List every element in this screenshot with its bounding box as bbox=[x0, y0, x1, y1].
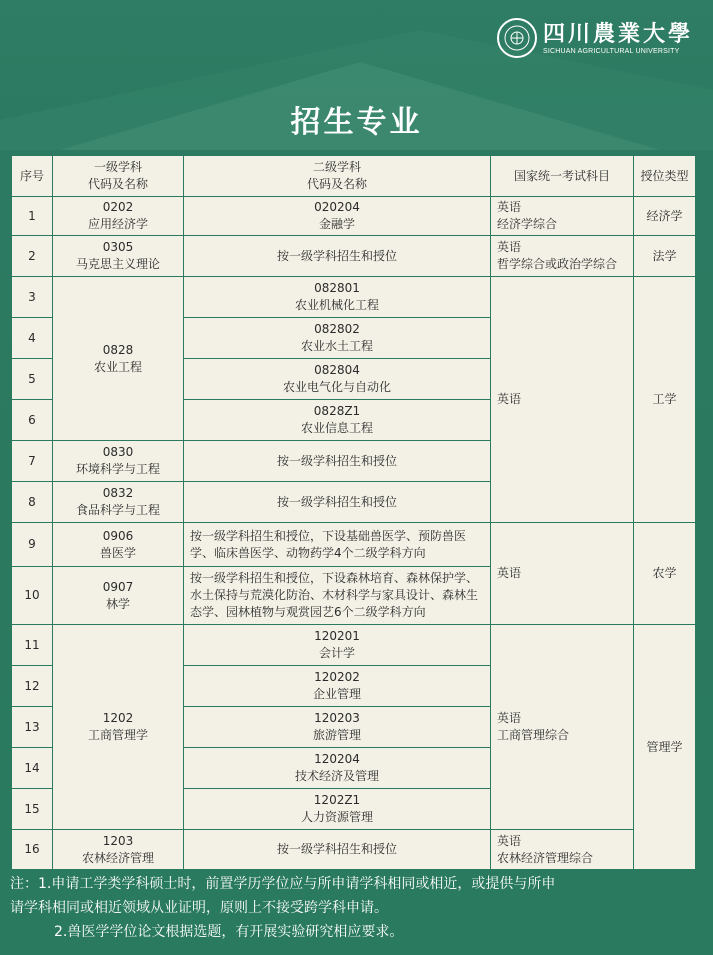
header-seq: 序号 bbox=[12, 156, 53, 197]
seq-cell: 5 bbox=[12, 359, 53, 400]
first-discipline-cell: 0830 环境科学与工程 bbox=[53, 441, 184, 482]
enrollment-majors-table bbox=[11, 155, 696, 870]
exam-subjects-cell: 英语 bbox=[491, 523, 634, 625]
seq-cell: 11 bbox=[12, 625, 53, 666]
second-discipline-cell: 020204 金融学 bbox=[184, 197, 491, 236]
seq-cell: 10 bbox=[12, 567, 53, 625]
second-discipline-cell: 按一级学科招生和授位，下设基础兽医学、预防兽医 学、临床兽医学、动物药学4个二级学科方向 bbox=[184, 523, 491, 567]
note-line-3: 2.兽医学学位论文根据选题，有开展实验研究相应要求。 bbox=[54, 924, 404, 940]
first-discipline-cell: 0832 食品科学与工程 bbox=[53, 482, 184, 523]
table-row bbox=[12, 523, 696, 567]
table-row bbox=[12, 625, 696, 666]
university-seal-icon bbox=[497, 18, 537, 58]
exam-subjects-cell: 英语 bbox=[491, 277, 634, 523]
page-title: 招生专业 bbox=[290, 105, 423, 140]
seq-cell: 16 bbox=[12, 830, 53, 870]
second-discipline-cell: 082804 农业电气化与自动化 bbox=[184, 359, 491, 400]
first-discipline-cell: 0305 马克思主义理论 bbox=[53, 236, 184, 277]
header-exam-subjects: 国家统一考试科目 bbox=[491, 156, 634, 197]
second-discipline-cell: 120203 旅游管理 bbox=[184, 707, 491, 748]
seq-cell: 1 bbox=[12, 197, 53, 236]
header-degree-type: 授位类型 bbox=[634, 156, 696, 197]
seq-cell: 9 bbox=[12, 523, 53, 567]
second-discipline-cell: 0828Z1 农业信息工程 bbox=[184, 400, 491, 441]
seq-cell: 4 bbox=[12, 318, 53, 359]
seq-cell: 3 bbox=[12, 277, 53, 318]
note-line-1: 注：1.申请工学类学科硕士时，前置学历学位应与所申请学科相同或相近，或提供与所申 bbox=[10, 876, 556, 892]
first-discipline-cell: 1202 工商管理学 bbox=[53, 625, 184, 830]
seq-cell: 12 bbox=[12, 666, 53, 707]
header-first-discipline: 一级学科 代码及名称 bbox=[53, 156, 184, 197]
seq-cell: 6 bbox=[12, 400, 53, 441]
seq-cell: 7 bbox=[12, 441, 53, 482]
table-row bbox=[12, 277, 696, 318]
table-row bbox=[12, 197, 696, 236]
table-header-row bbox=[12, 156, 696, 197]
first-discipline-cell: 0906 兽医学 bbox=[53, 523, 184, 567]
first-discipline-cell: 0202 应用经济学 bbox=[53, 197, 184, 236]
exam-subjects-cell: 英语 经济学综合 bbox=[491, 197, 634, 236]
second-discipline-cell: 082802 农业水土工程 bbox=[184, 318, 491, 359]
table-row bbox=[12, 830, 696, 870]
degree-type-cell: 工学 bbox=[634, 277, 696, 523]
seq-cell: 2 bbox=[12, 236, 53, 277]
first-discipline-cell: 0907 林学 bbox=[53, 567, 184, 625]
university-name-en: SICHUAN AGRICULTURAL UNIVERSITY bbox=[542, 47, 680, 55]
footnotes bbox=[10, 872, 710, 944]
header-second-discipline: 二级学科 代码及名称 bbox=[184, 156, 491, 197]
seq-cell: 15 bbox=[12, 789, 53, 830]
second-discipline-cell: 按一级学科招生和授位 bbox=[184, 830, 491, 870]
second-discipline-cell: 按一级学科招生和授位 bbox=[184, 441, 491, 482]
degree-type-cell: 经济学 bbox=[634, 197, 696, 236]
degree-type-cell: 法学 bbox=[634, 236, 696, 277]
second-discipline-cell: 082801 农业机械化工程 bbox=[184, 277, 491, 318]
note-line-2: 请学科相同或相近领域从业证明，原则上不接受跨学科申请。 bbox=[10, 900, 388, 916]
second-discipline-cell: 按一级学科招生和授位 bbox=[184, 236, 491, 277]
university-logo bbox=[497, 18, 693, 58]
second-discipline-cell: 按一级学科招生和授位，下设森林培育、森林保护学、 水土保持与荒漠化防治、木材科学与家具设计、森林生 态学、园林植物与观赏园艺6个二级学科方向 bbox=[184, 567, 491, 625]
table-row bbox=[12, 236, 696, 277]
second-discipline-cell: 120202 企业管理 bbox=[184, 666, 491, 707]
exam-subjects-cell: 英语 工商管理综合 bbox=[491, 625, 634, 830]
second-discipline-cell: 120204 技术经济及管理 bbox=[184, 748, 491, 789]
seq-cell: 8 bbox=[12, 482, 53, 523]
degree-type-cell: 农学 bbox=[634, 523, 696, 625]
degree-type-cell: 管理学 bbox=[634, 625, 696, 870]
first-discipline-cell: 1203 农林经济管理 bbox=[53, 830, 184, 870]
seq-cell: 14 bbox=[12, 748, 53, 789]
second-discipline-cell: 1202Z1 人力资源管理 bbox=[184, 789, 491, 830]
first-discipline-cell: 0828 农业工程 bbox=[53, 277, 184, 441]
university-name-cn: 四川農業大學 bbox=[542, 20, 693, 47]
seq-cell: 13 bbox=[12, 707, 53, 748]
exam-subjects-cell: 英语 农林经济管理综合 bbox=[491, 830, 634, 870]
exam-subjects-cell: 英语 哲学综合或政治学综合 bbox=[491, 236, 634, 277]
second-discipline-cell: 120201 会计学 bbox=[184, 625, 491, 666]
second-discipline-cell: 按一级学科招生和授位 bbox=[184, 482, 491, 523]
